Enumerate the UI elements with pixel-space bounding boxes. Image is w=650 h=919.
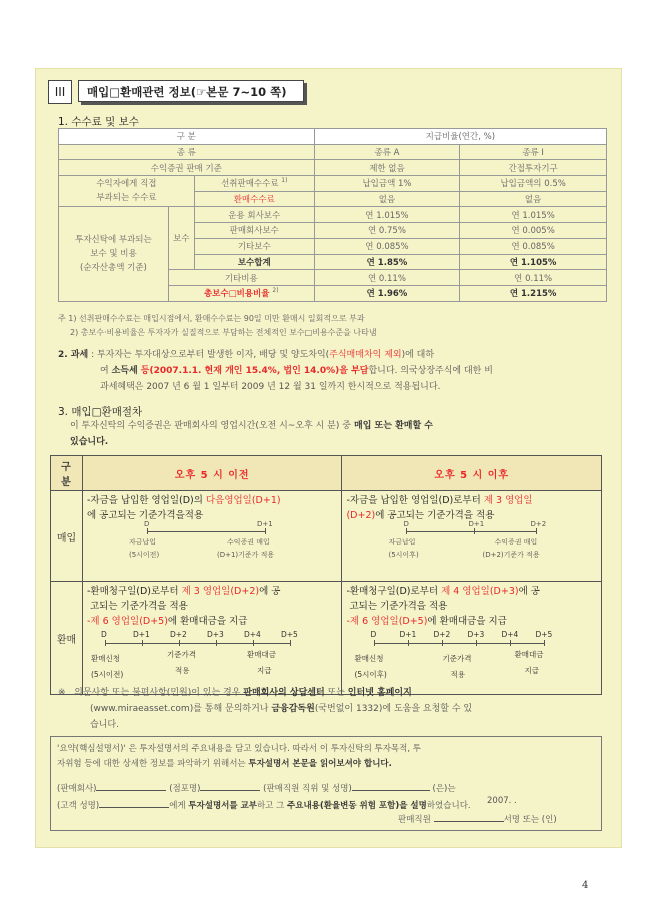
tax-paragraph: 2. 과세 : 투자자는 투자대상으로부터 발생한 이자, 배당 및 양도차익(주식매매차익 제외)에 대하 여 소득세 등(2007.1.1. 현재 개인 15.4%, 법인 14.0%)을 부담합니다. 의국상장주식에 대한 비 과세혜택은 2007 년 6 월 1 일부터 2009 년 12 월 31 일까지 한시적으로 적용됩니다. <box>58 350 493 392</box>
sell-before-cell: -환매청구일(D)로부터 제 3 영업일(D+2)에 공 고되는 기준가격을 적용 -제 6 영업일(D+5)에 환매대금을 지급 D D+1 D+2 D+3 D+4 D+5 환매신청 (5시이전) 기준가격 적용 환매대금 지급 <box>82 582 342 695</box>
other-fee-a: 연 0.085% <box>314 238 460 254</box>
customer-line: (고객 성명) 에게 투자설명서를 교부하고 그 주요내용(환율변동 위험 포함)을 설명하였습니다. <box>57 798 471 811</box>
sales-basis-i: 간접투자기구 <box>460 160 607 176</box>
buy-after-timeline: D D+1 D+2 자금납입 (5시이후) 수익증권 매입 (D+2)기준가 적용 <box>388 520 547 559</box>
other-cost-a: 연 0.11% <box>314 270 460 286</box>
redemption-fee-label: 환매수수료 <box>194 191 314 207</box>
page-number: 4 <box>582 880 589 891</box>
front-load-a: 납입금액 1% <box>314 176 460 192</box>
total-expense-label: 총보수□비용비율 $^{2)}$ <box>168 285 314 301</box>
redemption-fee-a: 없음 <box>314 191 460 207</box>
total-expense-i: 연 1.215% <box>460 285 607 301</box>
other-cost-i: 연 0.11% <box>460 270 607 286</box>
direct-fee-group-line1: 수익자에게 직접 <box>96 179 157 190</box>
total-expense-a: 연 1.96% <box>314 285 460 301</box>
other-fee-i: 연 0.085% <box>460 238 607 254</box>
tax-heading: 2. 과세 <box>58 350 89 360</box>
fee-total-a: 연 1.85% <box>314 254 460 270</box>
sales-basis-a: 제한 없음 <box>314 160 460 176</box>
sales-co-fee-label: 판매회사보수 <box>194 223 314 239</box>
fee-row-type: 종 류 <box>59 144 315 160</box>
inquiry-paragraph: ※ 의문사항 또는 불편사항(민원)이 있는 경우 판매회사의 상담센터 또는 인터넷 홈페이지 (www.miraeasset.com)를 통해 문의하거나 금융감독원(국번없이 1332)에 도움을 요청할 수 있 습니다. <box>58 688 473 730</box>
section-title: 매입□환매관련 정보(☞본문 7~10 쪽) <box>78 80 304 102</box>
summary-date: 2007. . <box>487 796 517 806</box>
other-fee-label: 기타보수 <box>194 238 314 254</box>
proc-header-category: 구 분 <box>51 456 83 491</box>
sales-co-fee-a: 연 0.75% <box>314 223 460 239</box>
front-load-i: 납입금액의 0.5% <box>460 176 607 192</box>
class-a-label: 종류 A <box>314 144 460 160</box>
bosu-label: 보수 <box>168 207 194 270</box>
proc-header-after: 오후 5 시 이후 <box>342 456 602 491</box>
fee-total-i: 연 1.105% <box>460 254 607 270</box>
fee-table <box>58 128 607 302</box>
fee-note-1: 주 1) 선취판매수수료는 매입시점에서, 환매수수료는 90일 미만 환매시 일회적으로 부과 <box>58 314 365 323</box>
buy-before-timeline: D D+1 자금납입 (5시이전) 수익증권 매입 (D+1)기준가 적용 <box>128 520 275 559</box>
procedure-heading: 3. 매입□환매절차 <box>58 406 143 418</box>
section-header <box>48 80 310 104</box>
sell-after-cell: -환매청구일(D)로부터 제 4 영업일(D+3)에 공 고되는 기준가격을 적용 -제 6 영업일(D+5)에 환매대금을 지급 D D+1 D+2 D+3 D+4 D+5 환매신청 (5시이후) 기준가격 적용 환매대금 지급 <box>342 582 602 695</box>
fee-header-rate: 지급비율(연간, %) <box>314 129 606 145</box>
section-number: III <box>48 80 72 104</box>
mgmt-fee-label: 운용 회사보수 <box>194 207 314 223</box>
indirect-fee-line3: (순자산총액 기준) <box>80 263 147 273</box>
sales-co-fee-i: 연 0.005% <box>460 223 607 239</box>
procedure-table <box>50 455 602 695</box>
redemption-fee-i: 없음 <box>460 191 607 207</box>
buy-label: 매입 <box>51 491 83 582</box>
signature-line: 판매직원 서명 또는 (인) <box>398 812 557 825</box>
summary-line1: '요약(핵심설명서)' 은 투자설명서의 주요내용을 담고 있습니다. 따라서 이 투자신탁의 투자목적, 투 <box>57 744 421 754</box>
fee-header-category: 구 분 <box>59 129 315 145</box>
indirect-fee-line1: 투자신탁에 부과되는 <box>75 235 152 245</box>
seller-line: (판매회사) (점포명) (판매직원 직위 및 성명) (은)는 <box>57 781 456 794</box>
buy-after-cell: -자금을 납입한 영업일(D)로부터 제 3 영업일 (D+2)에 공고되는 기준가격을 적용 D D+1 D+2 자금납입 (5시이후) 수익증권 매입 (D+2)기준가 적용 <box>342 491 602 582</box>
sell-label: 환매 <box>51 582 83 695</box>
direct-fee-group <box>59 176 195 207</box>
procedure-intro: 이 투자신탁의 수익증권은 판매회사의 영업시간(오전 시~오후 시 분) 중 매입 또는 환매할 수 있습니다. <box>70 421 433 447</box>
direct-fee-group-line2: 부과되는 수수료 <box>96 193 157 204</box>
front-load-fee-label: 선취판매수수료 $^{1)}$ <box>194 176 314 192</box>
other-cost-label: 기타비용 <box>168 270 314 286</box>
summary-line2: 자위험 등에 대한 상세한 정보를 파악하기 위해서는 투자설명서 본문을 읽어보셔야 합니다. <box>57 759 392 769</box>
fee-total-label: 보수합계 <box>194 254 314 270</box>
fees-heading: 1. 수수료 및 보수 <box>58 116 139 128</box>
sell-before-timeline: D D+1 D+2 D+3 D+4 D+5 환매신청 (5시이전) 기준가격 적용 환매대금 지급 <box>90 630 298 679</box>
mgmt-fee-i: 연 1.015% <box>460 207 607 223</box>
class-i-label: 종류 I <box>460 144 607 160</box>
fee-note-2: 2) 총보수·비용비율은 투자자가 실질적으로 부담하는 전체적인 보수□비용수준을 나타냄 <box>70 328 377 337</box>
buy-before-cell: -자금을 납입한 영업일(D)의 다음영업일(D+1) 에 공고되는 기준가격을적용 D D+1 자금납입 (5시이전) 수익증권 매입 (D+1)기준가 적용 <box>82 491 342 582</box>
fee-row-sales-basis: 수익증권 판매 기준 <box>59 160 315 176</box>
mgmt-fee-a: 연 1.015% <box>314 207 460 223</box>
proc-header-before: 오후 5 시 이전 <box>82 456 342 491</box>
sell-after-timeline: D D+1 D+2 D+3 D+4 D+5 환매신청 (5시이후) 기준가격 적용 환매대금 지급 <box>354 630 553 679</box>
indirect-fee-line2: 보수 및 비용 <box>90 249 137 259</box>
indirect-fee-group <box>59 207 169 301</box>
